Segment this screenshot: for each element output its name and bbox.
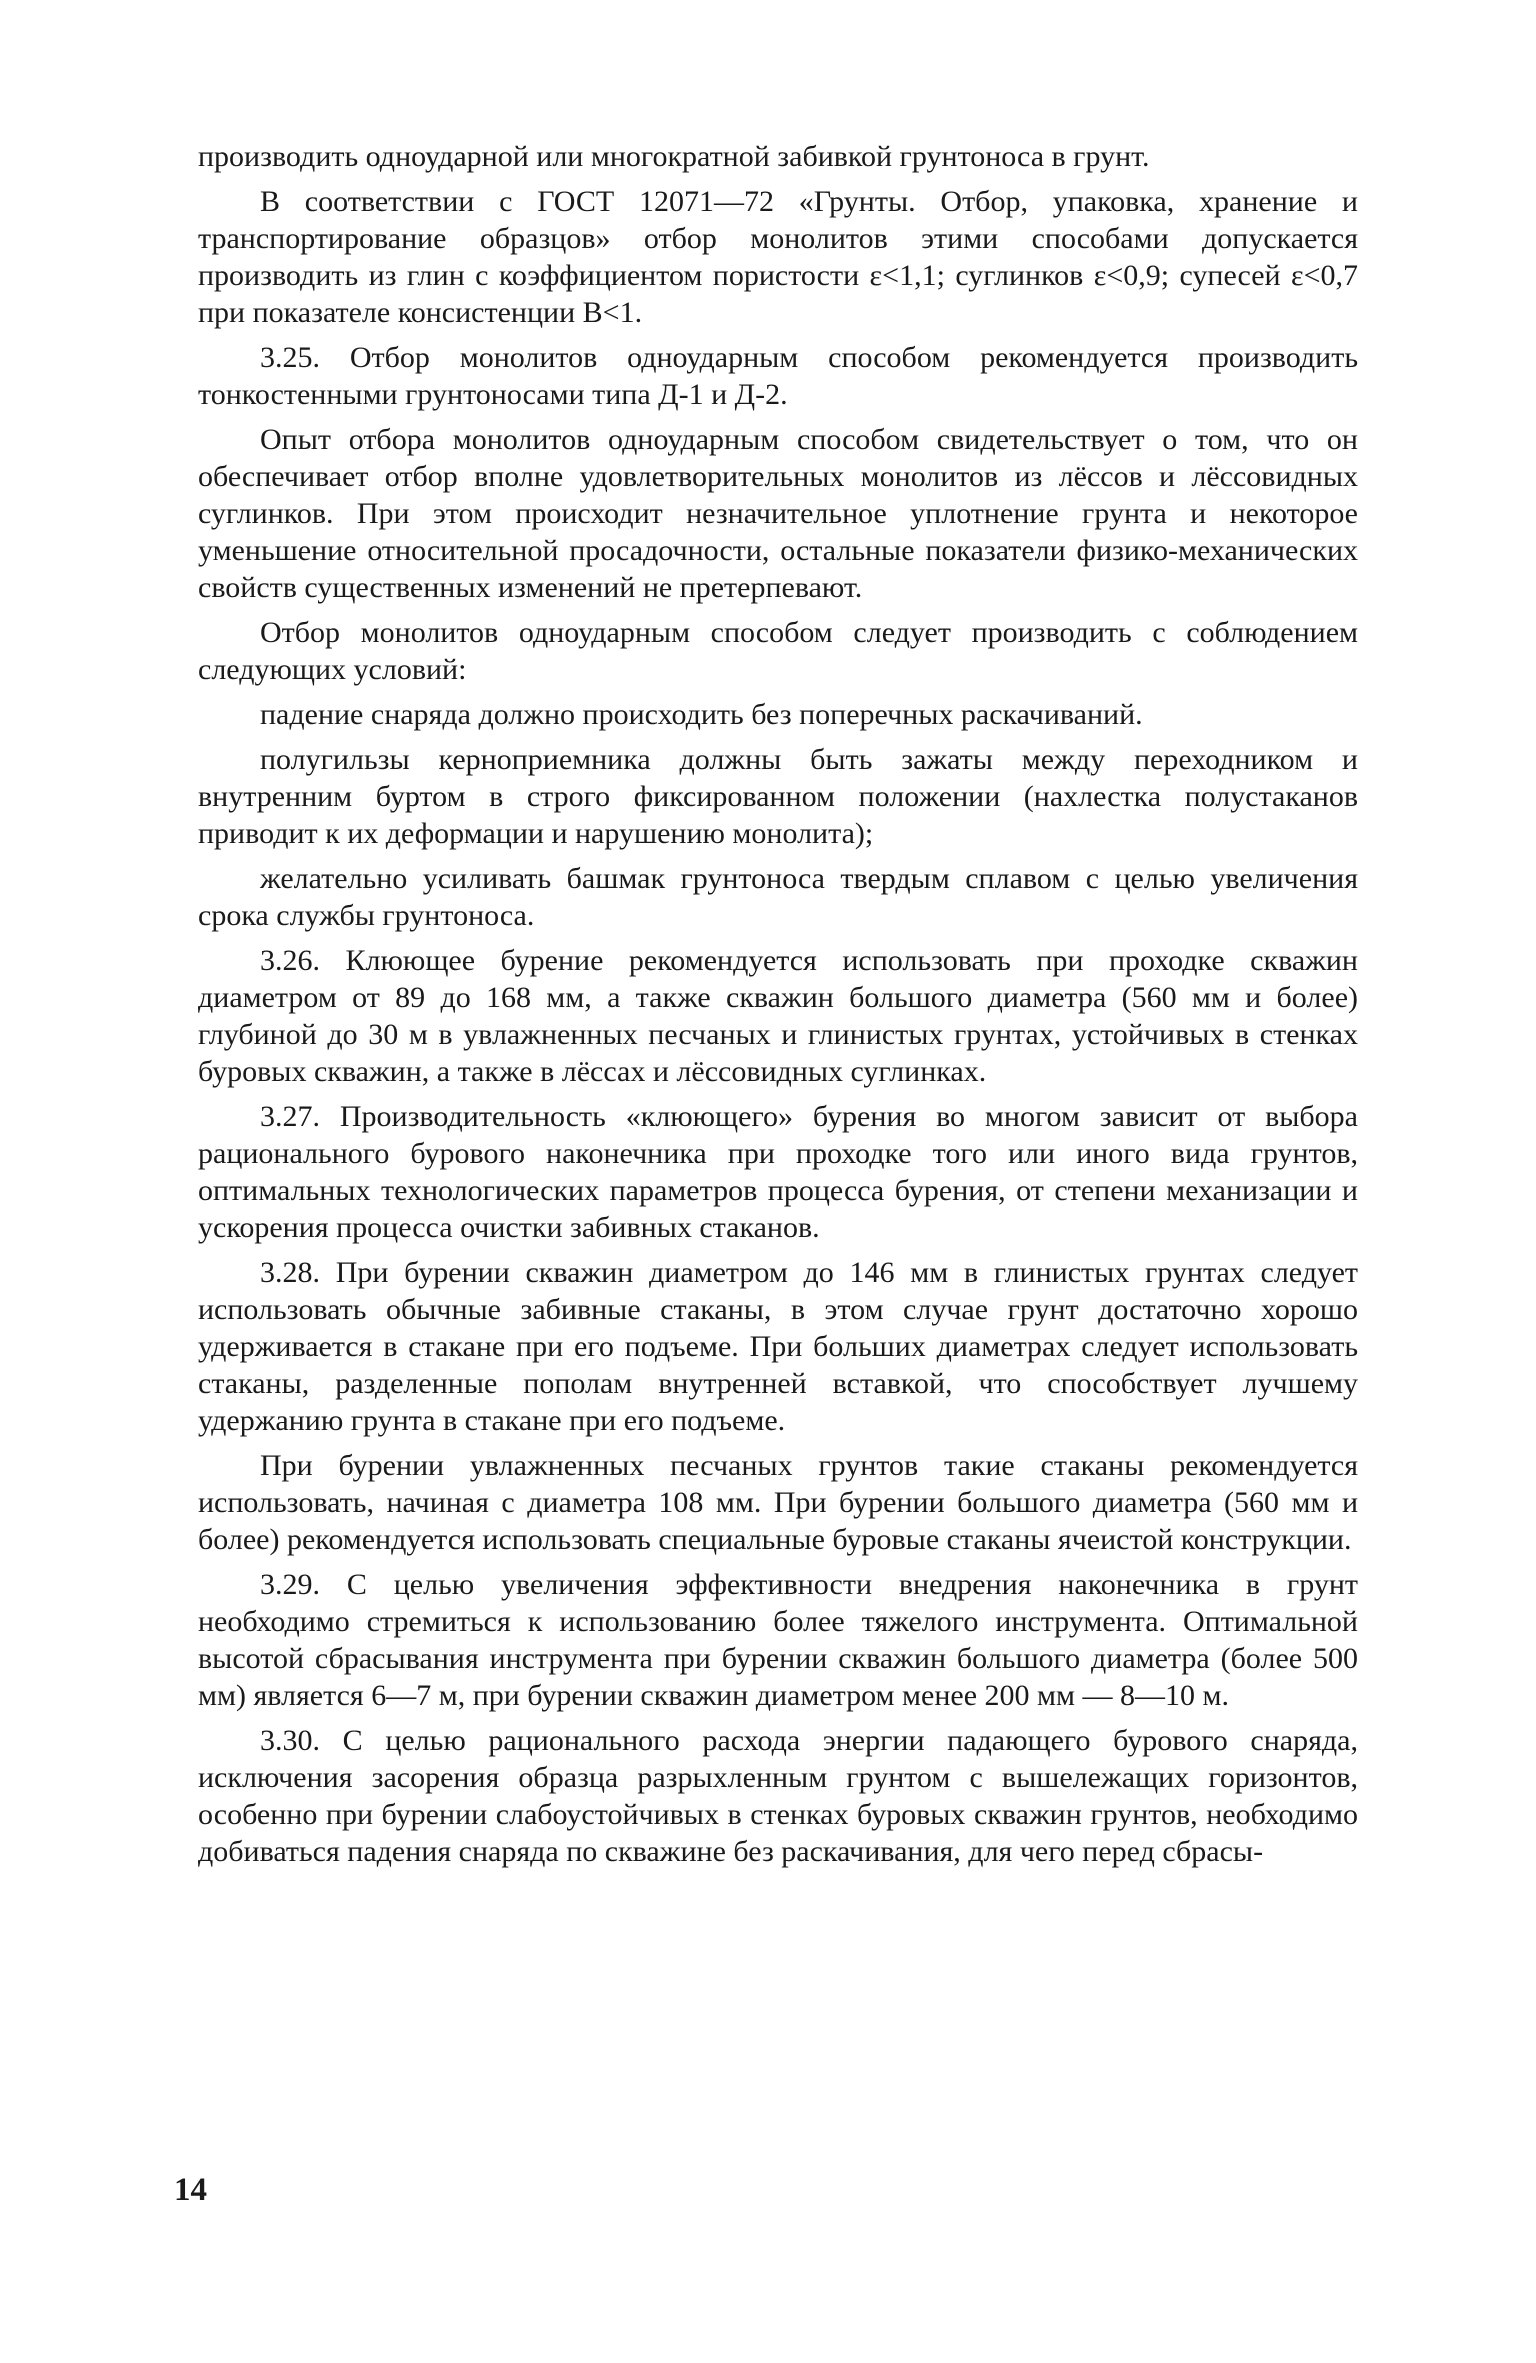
- paragraph-gost-requirements: В соответствии с ГОСТ 12071—72 «Грунты. Отбор, упаковка, хранение и транспортирование образцов» отбор монолитов этими способами допускается производить из глин с коэффициентом пористости ε<1,1; суглинков ε<0,9; супесей ε<0,7 при показателе консистенции В<1.: [198, 185, 1358, 329]
- paragraph-3-25: 3.25. Отбор монолитов одноударным способом рекомендуется производить тонкостенными грунтоносами типа Д-1 и Д-2.: [198, 341, 1358, 411]
- paragraph-3-29: 3.29. С целью увеличения эффективности внедрения наконечника в грунт необходимо стремиться к использованию более тяжелого инструмента. Оптимальной высотой сбрасывания инструмента при бурении скважин большого диаметра (более 500 мм) является 6—7 м, при бурении скважин диаметром менее 200 мм — 8—10 м.: [198, 1568, 1358, 1712]
- paragraph-3-28: 3.28. При бурении скважин диаметром до 146 мм в глинистых грунтах следует использовать обычные забивные стаканы, в этом случае грунт достаточно хорошо удерживается в стакане при его подъеме. При больших диаметрах следует использовать стаканы, разделенные пополам внутренней вставкой, что способствует лучшему удержанию грунта в стакане при его подъеме.: [198, 1256, 1358, 1437]
- body-text: [198, 138, 1358, 1878]
- paragraph-condition-shoe: желательно усиливать башмак грунтоноса твердым сплавом с целью увеличения срока службы грунтоноса.: [198, 862, 1358, 932]
- paragraph-continuation: производить одноударной или многократной забивкой грунтоноса в грунт.: [198, 140, 1150, 173]
- paragraph-condition-fall: падение снаряда должно происходить без поперечных раскачиваний.: [260, 698, 1143, 731]
- paragraph-single-blow-experience: Опыт отбора монолитов одноударным способом свидетельствует о том, что он обеспечивает отбор вполне удовлетворительных монолитов из лёссов и лёссовидных суглинков. При этом происходит незначительное уплотнение грунта и некоторое уменьшение относительной просадочности, остальные показатели физико-механических свойств существенных изменений не претерпевают.: [198, 423, 1358, 604]
- paragraph-3-26: 3.26. Клюющее бурение рекомендуется использовать при проходке скважин диаметром от 89 до 168 мм, а также скважин большого диаметра (560 мм и более) глубиной до 30 м в увлажненных песчаных и глинистых грунтах, устойчивых в стенках буровых скважин, а также в лёссах и лёссовидных суглинках.: [198, 944, 1358, 1088]
- paragraph-sandy-soils: При бурении увлажненных песчаных грунтов такие стаканы рекомендуется использовать, начиная с диаметра 108 мм. При бурении большого диаметра (560 мм и более) рекомендуется использовать специальные буровые стаканы ячеистой конструкции.: [198, 1449, 1358, 1556]
- page-number: 14: [174, 2172, 207, 2208]
- paragraph-3-30: 3.30. С целью рационального расхода энергии падающего бурового снаряда, исключения засорения образца разрыхленным грунтом с вышележащих горизонтов, особенно при бурении слабоустойчивых в стенках буровых скважин грунтов, необходимо добиваться падения снаряда по скважине без раскачивания, для чего перед сбрасы-: [198, 1724, 1358, 1868]
- paragraph-condition-half-sleeves: полугильзы керноприемника должны быть зажаты между переходником и внутренним буртом в строго фиксированном положении (нахлестка полустаканов приводит к их деформации и нарушению монолита);: [198, 743, 1358, 850]
- paragraph-conditions-intro: Отбор монолитов одноударным способом следует производить с соблюдением следующих условий:: [198, 616, 1358, 686]
- paragraph-3-27: 3.27. Производительность «клюющего» бурения во многом зависит от выбора рационального бурового наконечника при проходке того или иного вида грунтов, оптимальных технологических параметров процесса бурения, от степени механизации и ускорения процесса очистки забивных стаканов.: [198, 1100, 1358, 1244]
